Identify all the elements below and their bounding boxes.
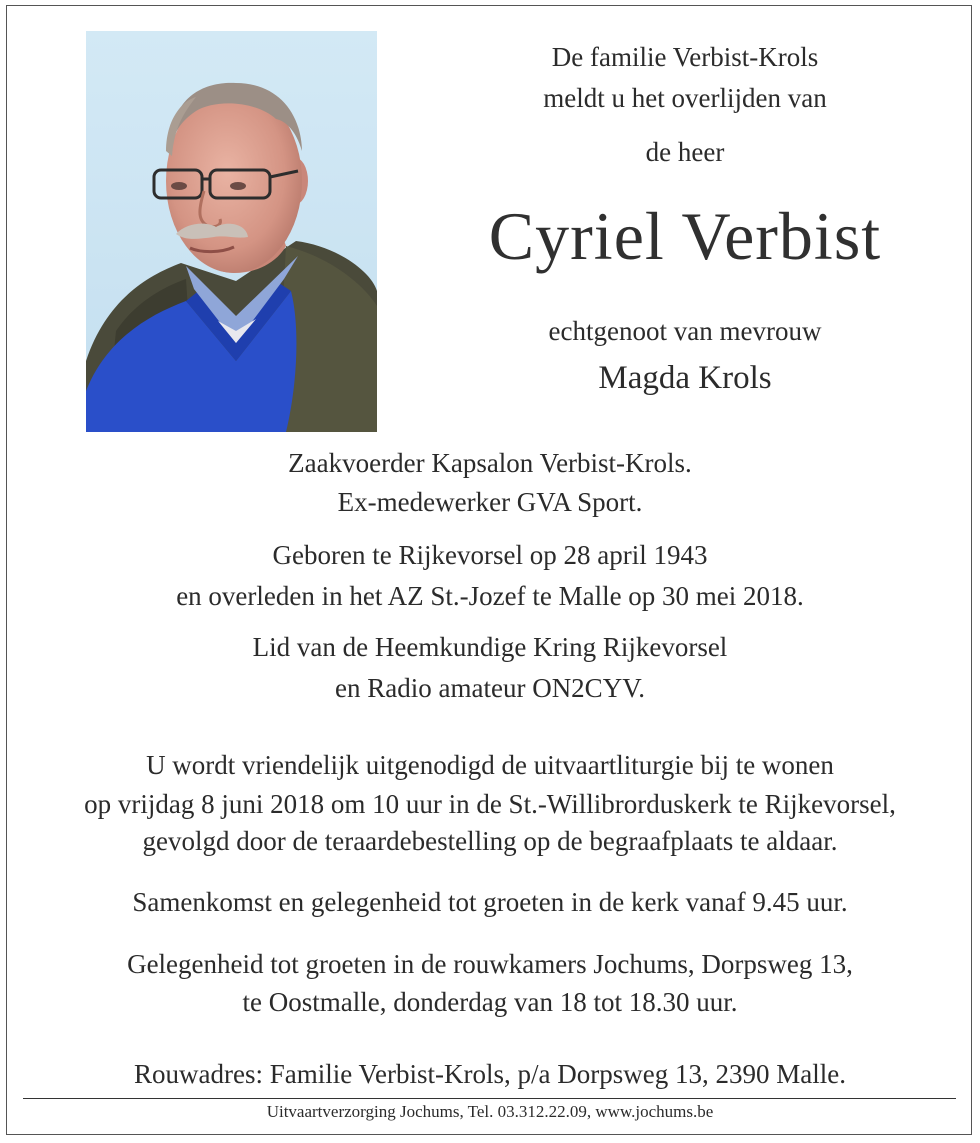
intro-line-2: meldt u het overlijden van <box>543 83 827 113</box>
biography-line-2: Ex-medewerker GVA Sport. <box>337 487 643 517</box>
spouse-name: Magda Krols <box>598 360 772 396</box>
invitation-line-3: gevolgd door de teraardebestelling op de begraafplaats te aldaar. <box>142 826 838 856</box>
intro-line-3: de heer <box>645 137 725 167</box>
spouse-label: echtgenoot van mevrouw <box>548 316 822 346</box>
viewing-line-1: Gelegenheid tot groeten in de rouwkamers Jochums, Dorpsweg 13, <box>127 949 853 979</box>
funeral-director-footer: Uitvaartverzorging Jochums, Tel. 03.312.22.09, www.jochums.be <box>266 1102 714 1121</box>
invitation-line-2: op vrijdag 8 juni 2018 om 10 uur in de St.-Willibrorduskerk te Rijkevorsel, <box>84 789 896 819</box>
intro-line-1: De familie Verbist-Krols <box>551 42 819 72</box>
biography-line-1: Zaakvoerder Kapsalon Verbist-Krols. <box>288 448 692 478</box>
mourning-address: Rouwadres: Familie Verbist-Krols, p/a Dorpsweg 13, 2390 Malle. <box>134 1059 846 1089</box>
footer-divider <box>23 1098 956 1099</box>
deceased-name: Cyriel Verbist <box>488 198 882 274</box>
biography-line-6: en Radio amateur ON2CYV. <box>335 673 645 703</box>
portrait-photo <box>86 31 377 432</box>
biography-line-5: Lid van de Heemkundige Kring Rijkevorsel <box>252 632 728 662</box>
biography-line-4: en overleden in het AZ St.-Jozef te Malle op 30 mei 2018. <box>176 581 804 611</box>
biography-line-3: Geboren te Rijkevorsel op 28 april 1943 <box>272 540 708 570</box>
viewing-line-2: te Oostmalle, donderdag van 18 tot 18.30 uur. <box>242 987 738 1017</box>
invitation-line-1: U wordt vriendelijk uitgenodigd de uitvaartliturgie bij te wonen <box>146 750 834 780</box>
gathering-line: Samenkomst en gelegenheid tot groeten in de kerk vanaf 9.45 uur. <box>132 887 848 917</box>
